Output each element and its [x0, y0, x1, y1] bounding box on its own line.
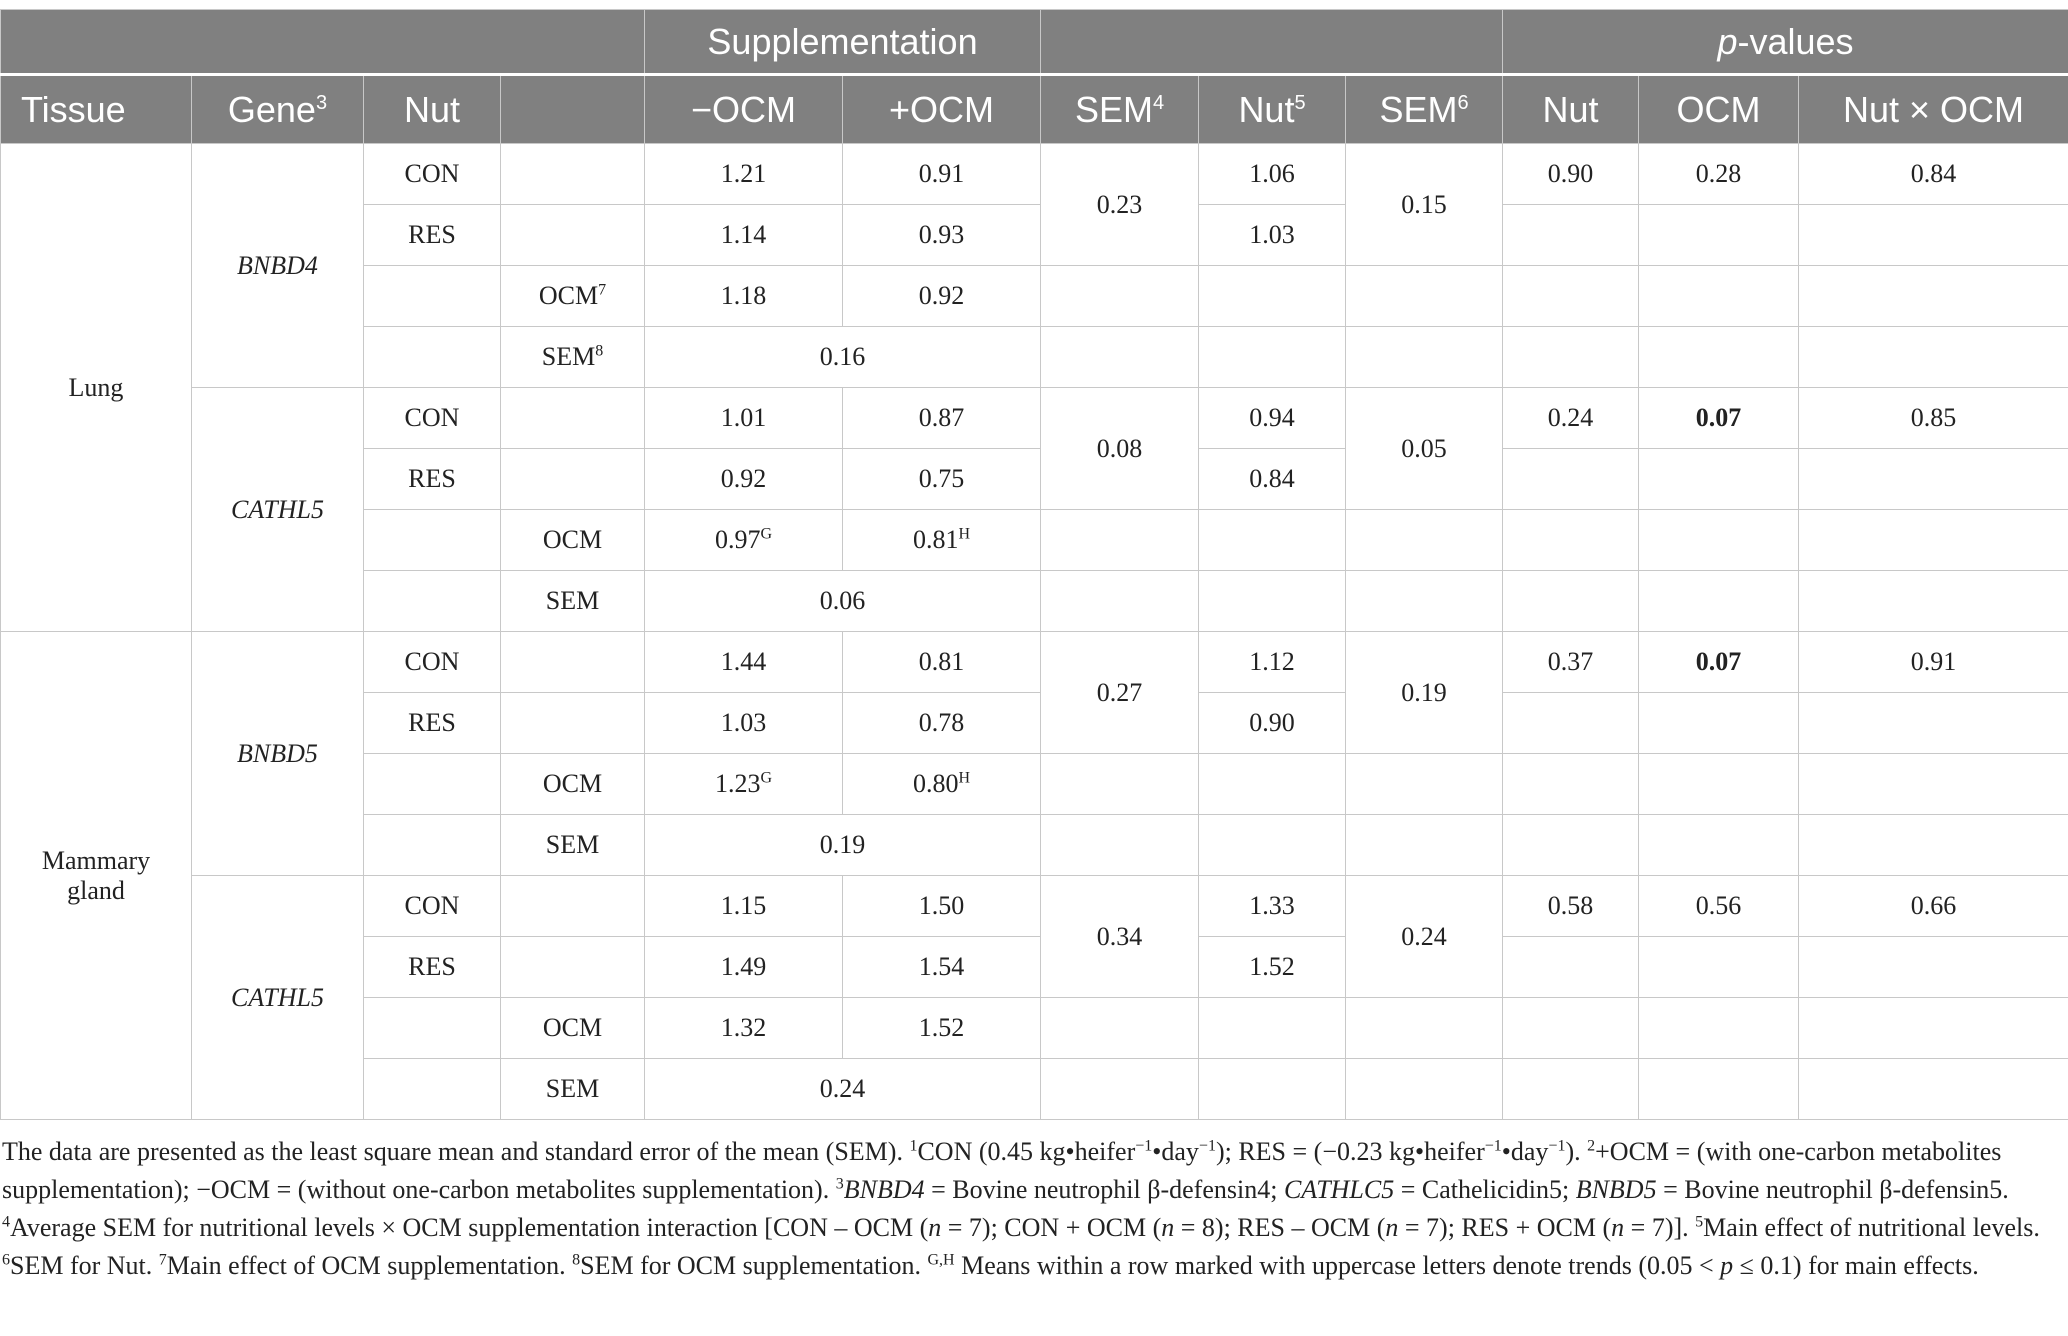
empty-cell: [1041, 1059, 1199, 1120]
header-sem-interaction: SEM$^4$: [1041, 75, 1199, 144]
table-row: [1, 144, 2068, 205]
empty-cell: [1799, 205, 2068, 266]
ocm-minus-mean: $0.97^G$: [645, 510, 843, 571]
sem-interaction: 0.34: [1041, 876, 1199, 998]
nut-con-label: CON: [364, 876, 501, 937]
sem-nut: 0.15: [1346, 144, 1503, 266]
empty-cell: [1503, 510, 1639, 571]
empty-cell: [364, 571, 501, 632]
empty-cell: [1199, 998, 1346, 1059]
empty-cell: [1799, 327, 2068, 388]
p-nut: 0.24: [1503, 388, 1639, 449]
con-plus-ocm: 0.87: [843, 388, 1041, 449]
empty-cell: [1799, 510, 2068, 571]
empty-cell: [1346, 1059, 1503, 1120]
empty-cell: [1639, 1059, 1799, 1120]
empty-cell: [1799, 449, 2068, 510]
ocm-plus-mean: 0.92: [843, 266, 1041, 327]
p-nut: 0.37: [1503, 632, 1639, 693]
empty-cell: [1639, 815, 1799, 876]
nut-res-label: RES: [364, 693, 501, 754]
ocm-minus-mean: 1.18: [645, 266, 843, 327]
header-nut: Nut: [364, 75, 501, 144]
sem-interaction: 0.23: [1041, 144, 1199, 266]
header-blank-mid: [1041, 10, 1503, 75]
p-interaction: 0.91: [1799, 632, 2068, 693]
gene-cell: CATHL5: [192, 876, 364, 1120]
res-minus-ocm: 1.14: [645, 205, 843, 266]
empty-cell: [364, 510, 501, 571]
empty-cell: [1346, 815, 1503, 876]
nut-mean-res: 1.03: [1199, 205, 1346, 266]
sem-interaction: 0.27: [1041, 632, 1199, 754]
empty-cell: [364, 754, 501, 815]
empty-cell: [1639, 754, 1799, 815]
nut-mean-con: 0.94: [1199, 388, 1346, 449]
empty-cell: [501, 876, 645, 937]
sem-nut: 0.24: [1346, 876, 1503, 998]
p-nut: 0.90: [1503, 144, 1639, 205]
empty-cell: [1503, 1059, 1639, 1120]
res-plus-ocm: 1.54: [843, 937, 1041, 998]
empty-cell: [501, 693, 645, 754]
header-p-nut: Nut: [1503, 75, 1639, 144]
ocm-plus-mean: $0.81^H$: [843, 510, 1041, 571]
empty-cell: [364, 998, 501, 1059]
res-minus-ocm: 0.92: [645, 449, 843, 510]
table-footnote: The data are presented as the least square mean and standard error of the mean (SEM). $^1$CON (0.45 kg•heifer$^{-1}$•day$^{-1}$); RES = (−0.23 kg•heifer$^{-1}$•day$^{-1}$). $^2$+OCM = (with one-carbon metabolites supplementation); −OCM = (without one-carbon metabolites supplementation). $^3$BNBD4 = Bovine neutrophil β-defensin4; CATHLC5 = Cathelicidin5; BNBD5 = Bovine neutrophil β-defensin5. $^4$Average SEM for nutritional levels × OCM supplementation interaction [CON – OCM (n = 7); CON + OCM (n = 8); RES – OCM (n = 7); RES + OCM (n = 7)]. $^5$Main effect of nutritional levels. $^6$SEM for Nut. $^7$Main effect of OCM supplementation. $^8$SEM for OCM supplementation. $^{G,H}$ Means within a row marked with uppercase letters denote trends (0.05 < p ≤ 0.1) for main effects.: [2, 1137, 2040, 1280]
con-plus-ocm: 0.81: [843, 632, 1041, 693]
empty-cell: [1041, 815, 1199, 876]
con-minus-ocm: 1.01: [645, 388, 843, 449]
empty-cell: [1199, 1059, 1346, 1120]
empty-cell: [1199, 266, 1346, 327]
nut-mean-con: 1.33: [1199, 876, 1346, 937]
empty-cell: [1799, 754, 2068, 815]
sem-label: SEM: [501, 571, 645, 632]
header-gene: Gene$^3$: [192, 75, 364, 144]
empty-cell: [1799, 815, 2068, 876]
empty-cell: [1346, 266, 1503, 327]
empty-cell: [1639, 266, 1799, 327]
header-minus-ocm: −OCM: [645, 75, 843, 144]
empty-cell: [1503, 327, 1639, 388]
empty-cell: [1503, 998, 1639, 1059]
header-nut-mean: Nut$^5$: [1199, 75, 1346, 144]
con-plus-ocm: 0.91: [843, 144, 1041, 205]
table-row: [1, 388, 2068, 449]
empty-cell: [1041, 510, 1199, 571]
p-ocm: 0.07: [1639, 632, 1799, 693]
p-interaction: 0.85: [1799, 388, 2068, 449]
header-blank: [1, 10, 645, 75]
p-nut: 0.58: [1503, 876, 1639, 937]
empty-cell: [1799, 266, 2068, 327]
header-empty: [501, 75, 645, 144]
header-p-ocm: OCM: [1639, 75, 1799, 144]
empty-cell: [1503, 449, 1639, 510]
ocm-label: OCM$^7$: [501, 266, 645, 327]
empty-cell: [1199, 815, 1346, 876]
nut-mean-res: 1.52: [1199, 937, 1346, 998]
ocm-label: OCM: [501, 510, 645, 571]
con-plus-ocm: 1.50: [843, 876, 1041, 937]
p-interaction: 0.66: [1799, 876, 2068, 937]
header-p-interaction: Nut × OCM: [1799, 75, 2068, 144]
empty-cell: [501, 144, 645, 205]
empty-cell: [1346, 754, 1503, 815]
empty-cell: [1799, 937, 2068, 998]
p-ocm: 0.56: [1639, 876, 1799, 937]
empty-cell: [1346, 998, 1503, 1059]
nut-res-label: RES: [364, 205, 501, 266]
sem-ocm-value: 0.19: [645, 815, 1041, 876]
empty-cell: [364, 815, 501, 876]
gene-cell: CATHL5: [192, 388, 364, 632]
nut-con-label: CON: [364, 388, 501, 449]
empty-cell: [1503, 937, 1639, 998]
empty-cell: [1041, 571, 1199, 632]
sem-nut: 0.19: [1346, 632, 1503, 754]
empty-cell: [1639, 571, 1799, 632]
empty-cell: [1503, 754, 1639, 815]
sem-ocm-value: 0.16: [645, 327, 1041, 388]
res-plus-ocm: 0.78: [843, 693, 1041, 754]
empty-cell: [1639, 510, 1799, 571]
empty-cell: [501, 632, 645, 693]
ocm-plus-mean: 1.52: [843, 998, 1041, 1059]
res-minus-ocm: 1.49: [645, 937, 843, 998]
header-plus-ocm: +OCM: [843, 75, 1041, 144]
empty-cell: [1503, 266, 1639, 327]
empty-cell: [1799, 693, 2068, 754]
sem-interaction: 0.08: [1041, 388, 1199, 510]
empty-cell: [1639, 998, 1799, 1059]
sem-label: SEM: [501, 1059, 645, 1120]
gene-cell: BNBD5: [192, 632, 364, 876]
nut-mean-res: 0.90: [1199, 693, 1346, 754]
con-minus-ocm: 1.44: [645, 632, 843, 693]
nut-res-label: RES: [364, 449, 501, 510]
empty-cell: [1346, 510, 1503, 571]
table-row: [1, 876, 2068, 937]
empty-cell: [1799, 1059, 2068, 1120]
empty-cell: [1041, 327, 1199, 388]
empty-cell: [364, 266, 501, 327]
sem-ocm-value: 0.06: [645, 571, 1041, 632]
gene-cell: BNBD4: [192, 144, 364, 388]
empty-cell: [1639, 449, 1799, 510]
empty-cell: [1199, 510, 1346, 571]
empty-cell: [501, 449, 645, 510]
res-minus-ocm: 1.03: [645, 693, 843, 754]
empty-cell: [1799, 998, 2068, 1059]
empty-cell: [1799, 571, 2068, 632]
empty-cell: [1041, 998, 1199, 1059]
ocm-plus-mean: $0.80^H$: [843, 754, 1041, 815]
empty-cell: [1503, 693, 1639, 754]
empty-cell: [364, 327, 501, 388]
nut-mean-res: 0.84: [1199, 449, 1346, 510]
header-row-groups: [1, 10, 2068, 75]
header-p-values: p-values: [1503, 10, 2068, 75]
empty-cell: [1503, 815, 1639, 876]
empty-cell: [501, 205, 645, 266]
ocm-label: OCM: [501, 754, 645, 815]
nut-mean-con: 1.06: [1199, 144, 1346, 205]
empty-cell: [1503, 571, 1639, 632]
empty-cell: [1639, 205, 1799, 266]
empty-cell: [501, 388, 645, 449]
header-sem-nut: SEM$^6$: [1346, 75, 1503, 144]
res-plus-ocm: 0.93: [843, 205, 1041, 266]
sem-label: SEM$^8$: [501, 327, 645, 388]
empty-cell: [1041, 266, 1199, 327]
con-minus-ocm: 1.15: [645, 876, 843, 937]
nut-res-label: RES: [364, 937, 501, 998]
ocm-minus-mean: 1.32: [645, 998, 843, 1059]
empty-cell: [1199, 571, 1346, 632]
empty-cell: [1639, 937, 1799, 998]
empty-cell: [1503, 205, 1639, 266]
nut-mean-con: 1.12: [1199, 632, 1346, 693]
empty-cell: [1346, 571, 1503, 632]
empty-cell: [1639, 327, 1799, 388]
empty-cell: [1199, 754, 1346, 815]
empty-cell: [1346, 327, 1503, 388]
ocm-label: OCM: [501, 998, 645, 1059]
results-table: [0, 9, 2068, 1120]
empty-cell: [1041, 754, 1199, 815]
con-minus-ocm: 1.21: [645, 144, 843, 205]
header-supplementation: Supplementation: [645, 10, 1041, 75]
sem-ocm-value: 0.24: [645, 1059, 1041, 1120]
p-ocm: 0.07: [1639, 388, 1799, 449]
ocm-minus-mean: $1.23^G$: [645, 754, 843, 815]
sem-label: SEM: [501, 815, 645, 876]
nut-con-label: CON: [364, 632, 501, 693]
empty-cell: [364, 1059, 501, 1120]
tissue-mammary-gland: Mammary gland: [1, 632, 192, 1120]
table-row: [1, 632, 2068, 693]
empty-cell: [1639, 693, 1799, 754]
sem-nut: 0.05: [1346, 388, 1503, 510]
nut-con-label: CON: [364, 144, 501, 205]
empty-cell: [1199, 327, 1346, 388]
tissue-lung: Lung: [1, 144, 192, 632]
p-interaction: 0.84: [1799, 144, 2068, 205]
header-row-columns: [1, 75, 2068, 144]
empty-cell: [501, 937, 645, 998]
header-tissue: Tissue: [1, 75, 192, 144]
res-plus-ocm: 0.75: [843, 449, 1041, 510]
p-ocm: 0.28: [1639, 144, 1799, 205]
